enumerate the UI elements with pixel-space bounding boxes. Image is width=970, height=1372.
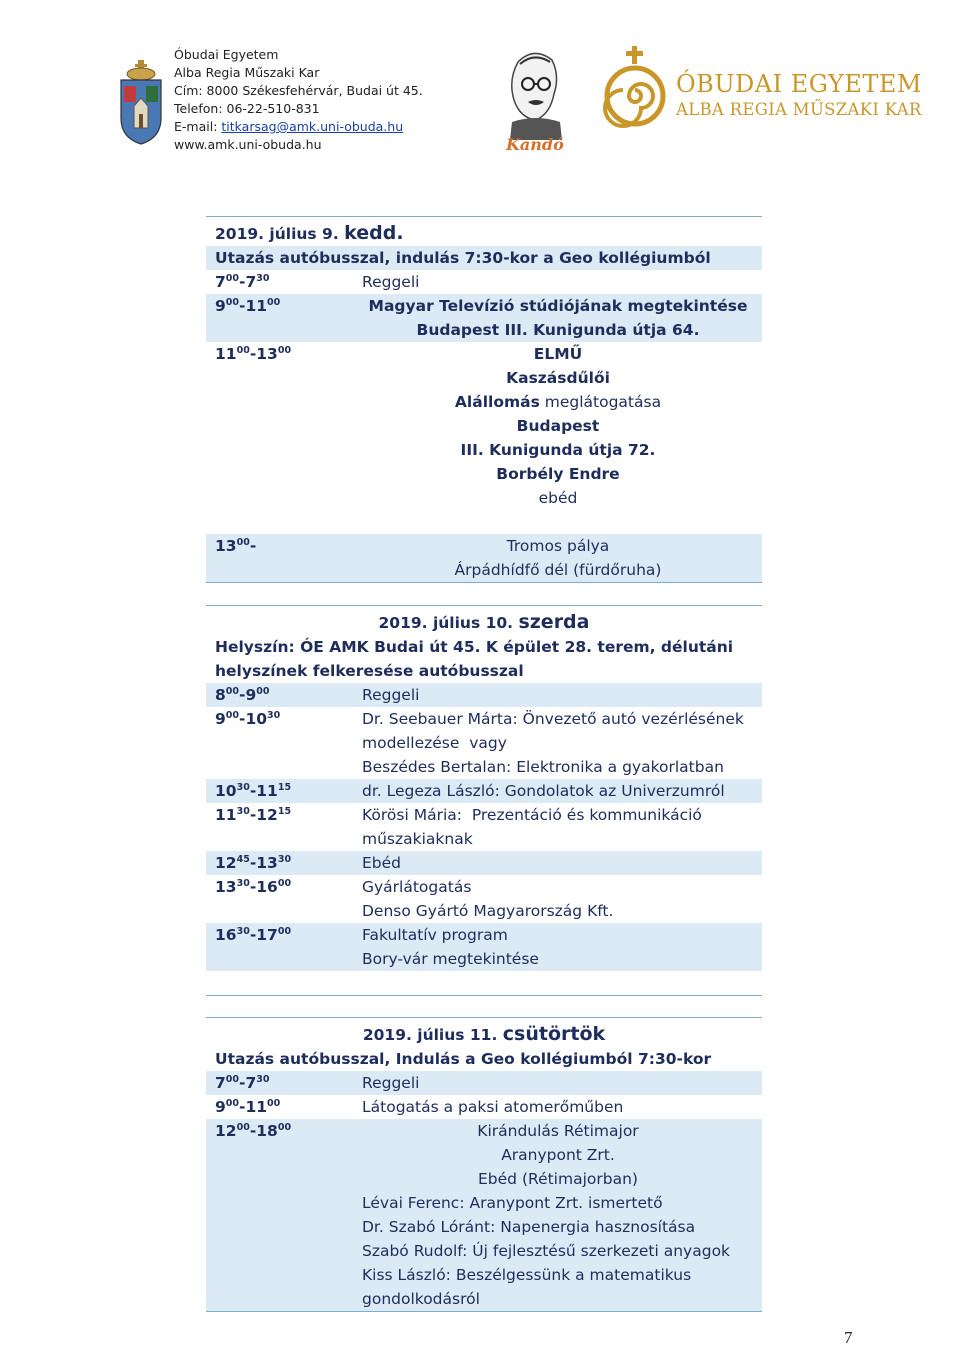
activity: ELMŰ (533, 345, 583, 363)
activity: Dr. Seebauer Márta: Önvezető autó vezérlésének (362, 710, 744, 728)
activity: Aranypont Zrt. (501, 1146, 615, 1164)
day2-schedule (206, 605, 762, 996)
time-range: $9^{00}-11^{00}$ (215, 297, 281, 315)
day1-subtitle: Utazás autóbusszal, indulás 7:30-kor a Geo kollégiumból (206, 246, 762, 270)
divider (206, 995, 762, 996)
day1-title (206, 217, 762, 246)
day1-row-4 (206, 534, 762, 582)
day2-date: 2019. július 10. (378, 614, 519, 632)
activity: Ebéd (362, 854, 402, 872)
activity: Denso Gyártó Magyarország Kft. (362, 902, 614, 920)
day3-date: 2019. július 11. (362, 1026, 503, 1044)
day2-row-2 (206, 707, 762, 779)
activity-host: Borbély Endre (496, 465, 620, 483)
activity-location: III. Kunigunda útja 72. (460, 441, 656, 459)
university-logo-name: ÓBUDAI EGYETEM (676, 70, 922, 98)
time-range: $16^{30}-17^{00}$ (215, 926, 292, 944)
activity: Kaszásdűlői (506, 369, 610, 387)
activity: Alállomás meglátogatása (454, 393, 662, 411)
activity: Magyar Televízió stúdiójának megtekintése (368, 297, 748, 315)
email-line (174, 118, 423, 136)
day1-row-2 (206, 294, 762, 342)
activity: modellezése vagy (362, 734, 507, 752)
faculty-logo-name: ALBA REGIA MŰSZAKI KAR (676, 100, 922, 119)
activity-location: Budapest (516, 417, 600, 435)
day3-title (206, 1018, 762, 1047)
faculty-name: Alba Regia Műszaki Kar (174, 65, 320, 80)
day3-weekday: csütörtök (502, 1023, 606, 1045)
activity: Fakultatív program (362, 926, 508, 944)
address-line: Cím: 8000 Székesfehérvár, Budai út 45. (174, 83, 423, 98)
divider (206, 1311, 762, 1312)
day3-row-3 (206, 1119, 762, 1311)
time-range: $10^{30}-11^{15}$ (215, 782, 292, 800)
activity: Kiss László: Beszélgessünk a matematikus (362, 1266, 692, 1284)
day2-weekday: szerda (518, 611, 590, 633)
activity: dr. Legeza László: Gondolatok az Univerzumról (362, 782, 725, 800)
time-range: $9^{00}-10^{30}$ (215, 710, 281, 728)
activity: Reggeli (362, 273, 420, 291)
activity: Bory-vár megtekintése (362, 950, 539, 968)
time-range: $13^{00}-$ (215, 537, 257, 555)
institution-name: Óbudai Egyetem (174, 47, 279, 62)
day2-title (206, 606, 762, 635)
divider (206, 582, 762, 583)
activity: Reggeli (362, 1074, 420, 1092)
day1-weekday: kedd. (344, 222, 404, 244)
day3-row-1 (206, 1071, 762, 1095)
day1-row-3 (206, 342, 762, 534)
day2-row-4 (206, 803, 762, 851)
activity: Reggeli (362, 686, 420, 704)
institution-address-block (174, 46, 423, 154)
activity: Látogatás a paksi atomerőműben (362, 1098, 624, 1116)
day2-row-1 (206, 683, 762, 707)
activity: ebéd (538, 489, 578, 507)
time-range: $7^{00}-7^{30}$ (215, 273, 270, 291)
day1-schedule (206, 216, 762, 583)
day2-row-3 (206, 779, 762, 803)
email-label: E-mail: (174, 119, 222, 134)
day3-subtitle: Utazás autóbusszal, Indulás a Geo kollégiumból 7:30-kor (215, 1050, 712, 1068)
day3-row-2 (206, 1095, 762, 1119)
activity: Körösi Mária: Prezentáció és kommunikáció (362, 806, 702, 824)
activity: Lévai Ferenc: Aranypont Zrt. ismertető (362, 1194, 663, 1212)
day2-row-6 (206, 875, 762, 923)
activity: gondolkodásról (362, 1290, 480, 1308)
page-number: 7 (844, 1328, 853, 1347)
day2-subtitle-cont: helyszínek felkeresése autóbusszal (215, 662, 524, 680)
activity: Kirándulás Rétimajor (477, 1122, 639, 1140)
time-range: $12^{00}-18^{00}$ (215, 1122, 292, 1140)
phone-line: Telefon: 06-22-510-831 (174, 101, 320, 116)
university-crest-logo (116, 58, 166, 146)
time-range: $9^{00}-11^{00}$ (215, 1098, 281, 1116)
activity: Ebéd (Rétimajorban) (478, 1170, 638, 1188)
activity: Tromos pálya (506, 537, 610, 555)
kando-signature: Kandó (506, 135, 564, 154)
activity: Dr. Szabó Lóránt: Napenergia hasznosítása (362, 1218, 696, 1236)
activity: Szabó Rudolf: Új fejlesztésű szerkezeti anyagok (362, 1242, 731, 1260)
time-range: $12^{45}-13^{30}$ (215, 854, 292, 872)
time-range: $11^{30}-12^{15}$ (215, 806, 292, 824)
day3-schedule (206, 1017, 762, 1312)
day2-row-7 (206, 923, 762, 971)
activity: Árpádhídfő dél (fürdőruha) (454, 561, 662, 579)
day1-row-1 (206, 270, 762, 294)
day2-row-5 (206, 851, 762, 875)
kando-portrait-logo (498, 44, 570, 156)
email-link[interactable]: titkarsag@amk.uni-obuda.hu (221, 119, 404, 134)
activity: Beszédes Bertalan: Elektronika a gyakorlatban (362, 758, 724, 776)
activity: Gyárlátogatás (362, 878, 472, 896)
activity-location: Budapest III. Kunigunda útja 64. (416, 321, 700, 339)
time-range: $7^{00}-7^{30}$ (215, 1074, 270, 1092)
day2-subtitle: Helyszín: ÓE AMK Budai út 45. K épület 28. terem, délutáni (215, 638, 734, 656)
website-line: www.amk.uni-obuda.hu (174, 137, 322, 152)
day1-date: 2019. július 9. (215, 225, 345, 243)
time-range: $13^{30}-16^{00}$ (215, 878, 292, 896)
activity: műszakiaknak (362, 830, 473, 848)
time-range: $11^{00}-13^{00}$ (215, 345, 292, 363)
obuda-spiral-logo (602, 46, 668, 130)
time-range: $8^{00}-9^{00}$ (215, 686, 270, 704)
